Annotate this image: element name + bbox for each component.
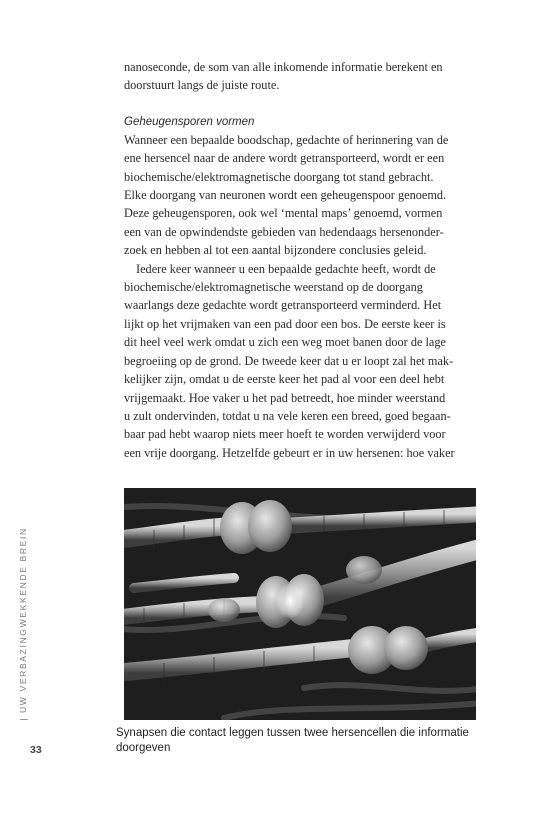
text-line: kelijker zijn, omdat u de eerste keer het pad al voor een deel hebt	[124, 372, 445, 387]
figure-caption: Synapsen die contact leggen tussen twee hersencellen die informatie doorgeven	[116, 727, 469, 754]
text-line: Iedere keer wanneer u een bepaalde gedachte heeft, wordt de	[136, 261, 436, 276]
running-head-text: UW VERBAZINGWEKKENDE BREIN	[18, 527, 28, 713]
text-line: begroeiing op de grond. De tweede keer dat u er loopt zal het mak-	[124, 353, 454, 368]
text-line: biochemische/elektromagnetische weerstand op de doorgang	[124, 280, 423, 295]
page-number: 33	[30, 744, 42, 756]
text-line: doorstuurt langs de juiste route.	[124, 78, 280, 93]
text-line: een vrije doorgang. Hetzelfde gebeurt er in uw hersenen: hoe vaker	[124, 445, 455, 460]
text-line: Deze geheugensporen, ook wel ‘mental maps’ genoemd, vormen	[124, 206, 443, 221]
synapse-illustration	[124, 488, 476, 720]
text-line: zoek en hebben al tot een aantal bijzondere conclusies geleid.	[124, 243, 427, 258]
text-line: biochemische/elektromagnetische doorgang tot stand gebracht.	[124, 169, 434, 184]
text-line: baar pad hebt waarop niets meer hoeft te worden verwijderd voor	[124, 427, 446, 442]
intro-paragraph	[124, 58, 480, 95]
text-line: ene hersencel naar de andere wordt getransporteerd, wordt er een	[124, 151, 445, 166]
text-line: nanoseconde, de som van alle inkomende informatie berekent en	[124, 60, 443, 74]
text-line: u zult ondervinden, totdat u na vele keren een breed, goed begaan-	[124, 408, 451, 423]
section-heading: Geheugensporen vormen	[124, 115, 255, 128]
paragraph-2	[124, 260, 480, 462]
text-line: waarlangs deze gedachte wordt getransporteerd verminderd. Het	[124, 298, 442, 313]
text-line: Elke doorgang van neuronen wordt een geheugenspoor genoemd.	[124, 188, 447, 203]
text-line: een van de opwindendste gebieden van hedendaags hersenonder-	[124, 224, 444, 239]
divider	[20, 719, 28, 720]
running-head	[18, 527, 28, 720]
text-line: Wanneer een bepaalde boodschap, gedachte of herinnering van de	[124, 132, 449, 147]
body-text	[124, 58, 480, 462]
text-line: dit heel veel werk omdat u zich een weg moet banen door de lage	[124, 335, 446, 350]
synapse-image	[124, 488, 476, 720]
text-line: vrijgemaakt. Hoe vaker u het pad betreedt, hoe minder weerstand	[124, 390, 446, 405]
text-line: lijkt op het vrijmaken van een pad door een bos. De eerste keer is	[124, 316, 446, 331]
paragraph-1	[124, 131, 480, 260]
